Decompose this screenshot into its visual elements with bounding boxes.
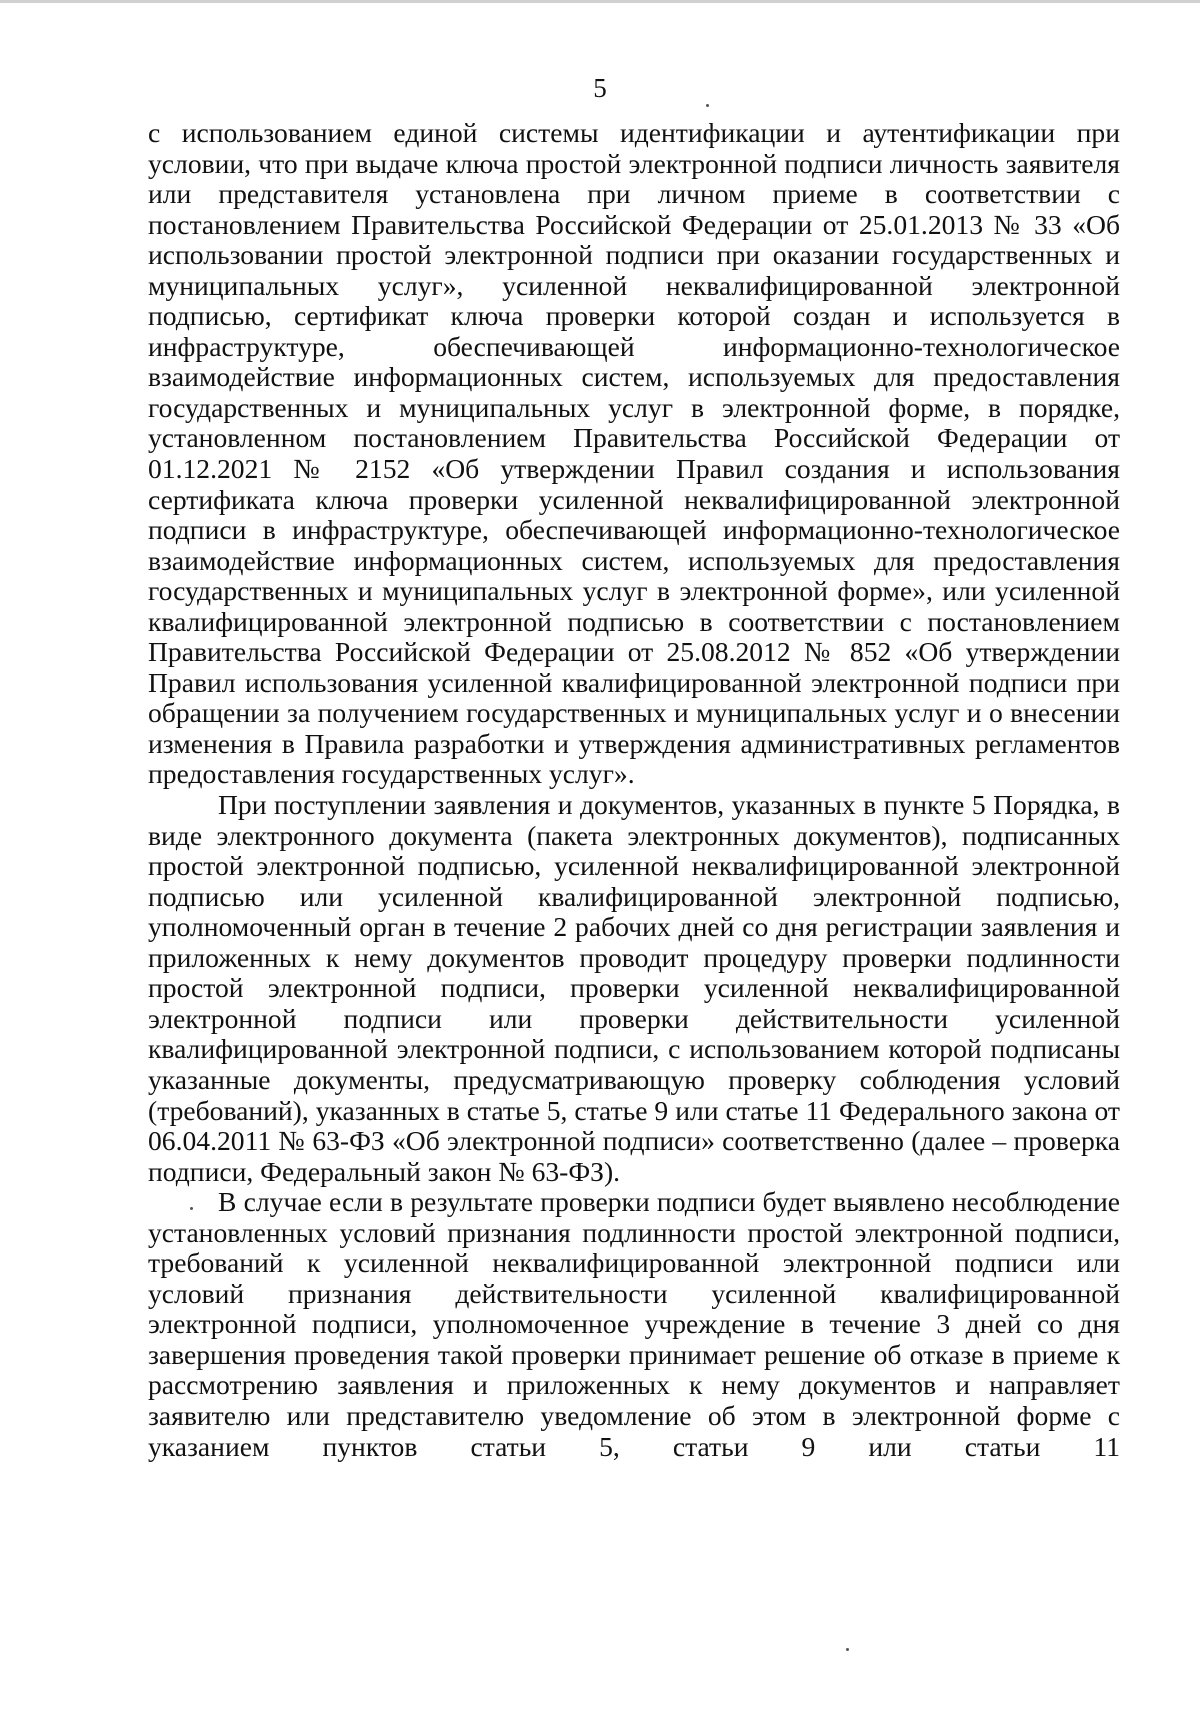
scan-speck [706, 104, 709, 107]
page-number: 5 [593, 73, 607, 103]
scan-top-edge [0, 0, 1200, 3]
paragraph-1: с использованием единой системы идентификации и аутентификации при условии, что при выдаче ключа простой электронной подписи личность заявителя или представителя установлена при личном приеме в соответствии с постановлением Правительства Российской Федерации от 25.01.2013 № 33 «Об использовании простой электронной подписи при оказании государственных и муниципальных услуг», усиленной неквалифицированной электронной подписью, сертификат ключа проверки которой создан и используется в инфраструктуре, обеспечивающей информационно-технологическое взаимодействие информационных систем, используемых для предоставления государственных и муниципальных услуг в электронной форме, в порядке, установленном постановлением Правительства Российской Федерации от 01.12.2021 № 2152 «Об утверждении Правил создания и использования сертификата ключа проверки усиленной неквалифицированной электронной подписи в инфраструктуре, обеспечивающей информационно-технологическое взаимодействие информационных систем, используемых для предоставления государственных и муниципальных услуг в электронной форме», или усиленной квалифицированной электронной подписью в соответствии с постановлением Правительства Российской Федерации от 25.08.2012 № 852 «Об утверждении Правил использования усиленной квалифицированной электронной подписи при обращении за получением государственных и муниципальных услуг и о внесении изменения в Правила разработки и утверждения административных регламентов предоставления государственных услуг». [148, 117, 1120, 790]
scan-speck [190, 1207, 193, 1210]
paragraph-2: При поступлении заявления и документов, указанных в пункте 5 Порядка, в виде электронного документа (пакета электронных документов), подписанных простой электронной подписью, усиленной неквалифицированной электронной подписью или усиленной квалифицированной электронной подписью, уполномоченный орган в течение 2 рабочих дней со дня регистрации заявления и приложенных к нему документов проводит процедуру проверки подлинности простой электронной подписи, проверки усиленной неквалифицированной электронной подписи или проверки действительности усиленной квалифицированной электронной подписи, с использованием которой подписаны указанные документы, предусматривающую проверку соблюдения условий (требований), указанных в статье 5, статье 9 или статье 11 Федерального закона от 06.04.2011 № 63-ФЗ «Об электронной подписи» соответственно (далее – проверка подписи, Федеральный закон № 63-ФЗ). [148, 789, 1120, 1187]
document-body [148, 118, 1120, 1462]
paragraph-3: В случае если в результате проверки подписи будет выявлено несоблюдение установленных условий признания подлинности простой электронной подписи, требований к усиленной неквалифицированной электронной подписи или условий признания действительности усиленной квалифицированной электронной подписи, уполномоченное учреждение в течение 3 дней со дня завершения проведения такой проверки принимает решение об отказе в приеме к рассмотрению заявления и приложенных к нему документов и направляет заявителю или представителю уведомление об этом в электронной форме с указанием пунктов статьи 5, статьи 9 или статьи 11 [148, 1186, 1120, 1462]
scan-speck [846, 1648, 849, 1651]
